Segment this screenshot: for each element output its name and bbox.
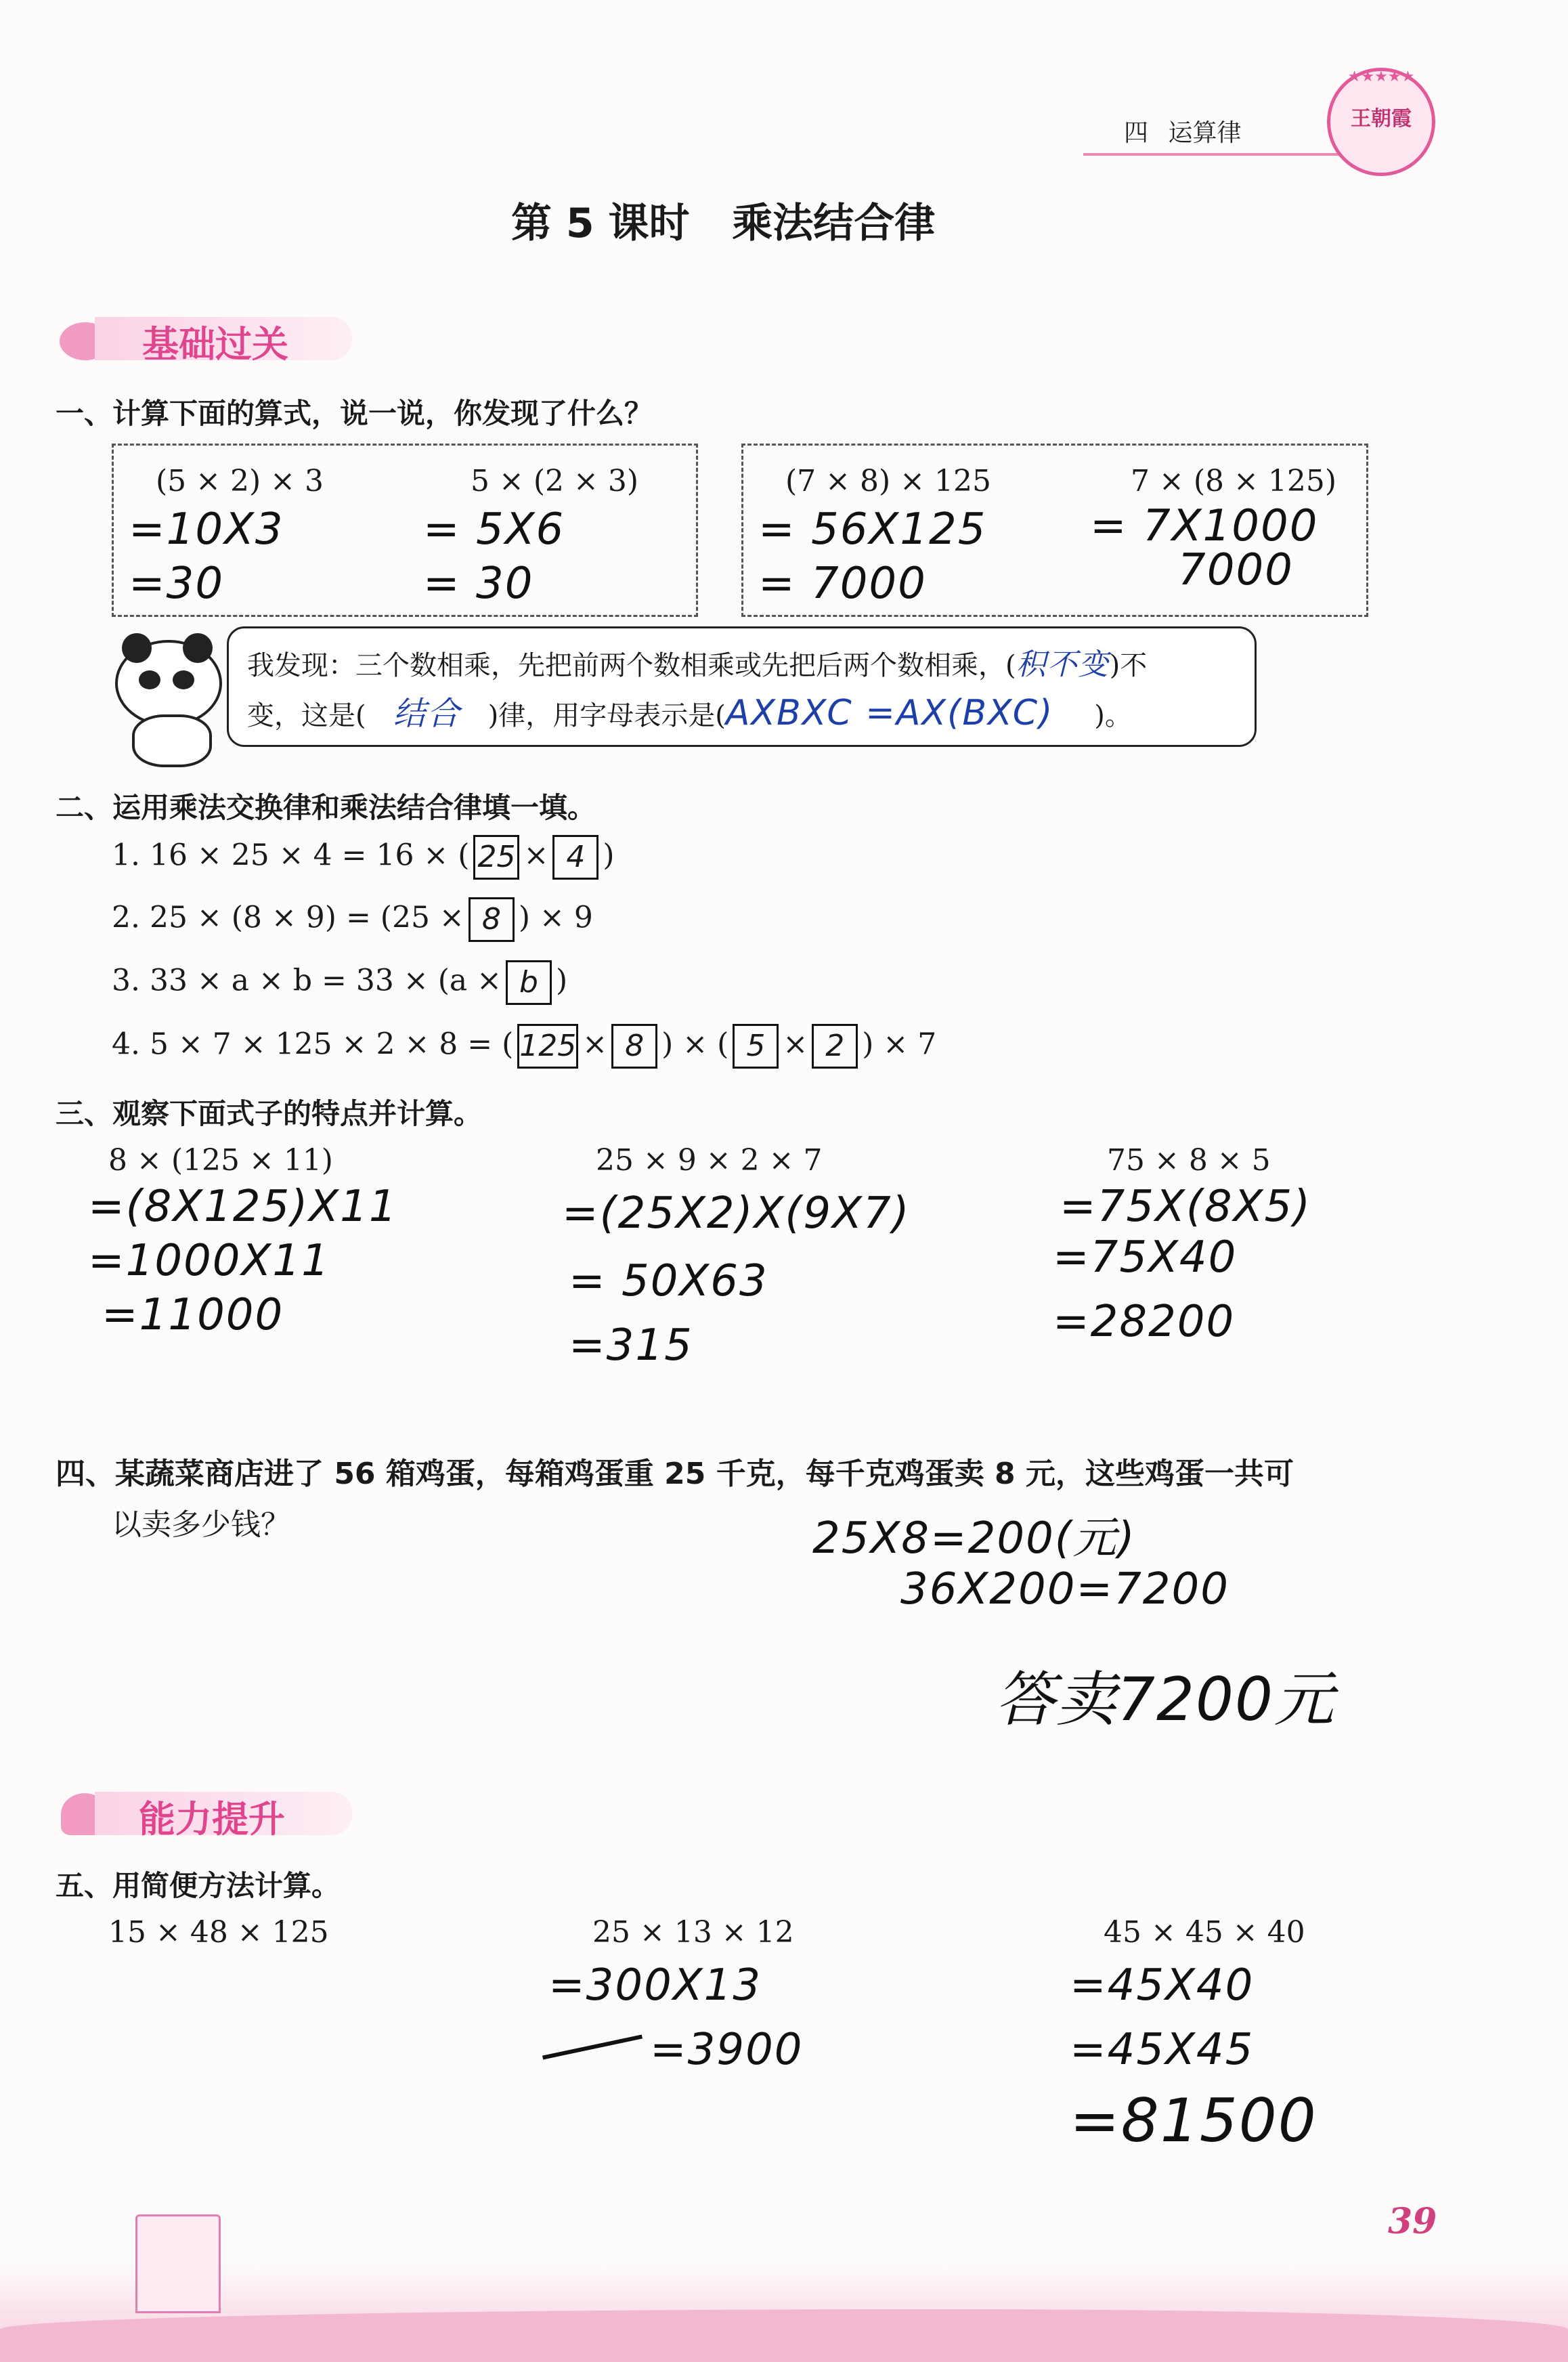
q1-answer-1-line1: =10X3 <box>129 504 284 555</box>
q3-work-3-line2: =75X40 <box>1053 1232 1238 1283</box>
q3-work-2-line2: = 50X63 <box>569 1256 768 1306</box>
badge-label-basic: 基础过关 <box>142 323 288 366</box>
q2-item-1-text: 1. 16 × 25 × 4 = 16 × ( <box>112 838 470 873</box>
q1-answer-1-line2: =30 <box>129 559 225 609</box>
discovery-line-2 <box>247 687 1132 734</box>
badge-label-advanced: 能力提升 <box>139 1798 285 1841</box>
q3-expr-2: 25 × 9 × 2 × 7 <box>596 1143 823 1178</box>
q1-expr-3: (7 × 8) × 125 <box>785 464 991 498</box>
q2-item-1-times: × <box>523 838 549 873</box>
discovery-text-2b: )律，用字母表示是( <box>487 700 726 731</box>
q2-item-3-end: ) <box>555 963 568 998</box>
q3-expr-1: 8 × (125 × 11) <box>108 1143 333 1178</box>
stars-icon: ★★★★★ <box>1347 68 1415 85</box>
q3-work-1-line2: =1000X11 <box>88 1236 330 1286</box>
q5-title: 五、用简便方法计算。 <box>56 1869 341 1902</box>
q4-title-line-2: 以卖多少钱？ <box>112 1507 290 1542</box>
q2-item-4-box-1[interactable]: 125 <box>517 1024 578 1069</box>
q1-title: 一、计算下面的算式，说一说，你发现了什么？ <box>56 397 653 430</box>
q2-item-4-paren: ) × ( <box>661 1027 729 1062</box>
q2-item-4-text: 4. 5 × 7 × 125 × 2 × 8 = ( <box>112 1027 514 1062</box>
q2-item-4-times-2: × <box>783 1027 808 1062</box>
q5-expr-1: 15 × 48 × 125 <box>108 1915 329 1950</box>
logo-text: 王朝霞 <box>1351 107 1412 131</box>
page-title: 第 5 课时 乘法结合律 <box>511 200 936 247</box>
q2-item-2-box-1[interactable]: 8 <box>469 897 515 942</box>
q4-work-line3: 答卖7200元 <box>995 1665 1335 1734</box>
q2-item-1-box-1[interactable]: 25 <box>473 835 519 880</box>
q5-work-2-line1: =300X13 <box>548 1960 762 2011</box>
q5-work-2-strike <box>542 2034 643 2059</box>
section-badge-advanced <box>54 1788 366 1842</box>
q1-expr-4: 7 × (8 × 125) <box>1131 464 1336 498</box>
q1-answer-3-line2: = 7000 <box>758 559 927 609</box>
q2-item-1 <box>112 835 615 880</box>
q2-item-2-text: 2. 25 × (8 × 9) = (25 × <box>112 900 464 935</box>
q3-work-3-line1: =75X(8X5) <box>1060 1182 1312 1232</box>
q2-item-1-box-2[interactable]: 4 <box>552 835 598 880</box>
q3-work-1-line1: =(8X125)X11 <box>88 1182 398 1232</box>
q1-answer-2-line2: = 30 <box>423 559 534 609</box>
q2-item-4-box-4[interactable]: 2 <box>812 1024 858 1069</box>
castle-icon <box>135 2214 221 2313</box>
q5-work-3-line2: =45X45 <box>1070 2025 1255 2075</box>
q1-expr-2: 5 × (2 × 3) <box>471 464 638 498</box>
discovery-fill-3: AXBXC =AX(BXC) <box>725 693 1054 733</box>
q2-title: 二、运用乘法交换律和乘法结合律填一填。 <box>56 791 596 824</box>
q2-item-4-times-1: × <box>582 1027 608 1062</box>
unit-label <box>1124 114 1241 148</box>
q3-expr-3: 75 × 8 × 5 <box>1107 1143 1271 1178</box>
q5-expr-3: 45 × 45 × 40 <box>1104 1915 1305 1950</box>
q2-item-4 <box>112 1024 936 1069</box>
q2-item-3 <box>112 960 567 1005</box>
q1-answer-2-line1: = 5X6 <box>423 504 565 555</box>
q2-item-1-end: ) <box>603 838 615 873</box>
unit-number: 四 <box>1124 119 1149 147</box>
discovery-line-1 <box>247 640 1147 683</box>
q1-answer-4-line2: 7000 <box>1178 545 1294 595</box>
q2-item-3-text: 3. 33 × a × b = 33 × (a × <box>112 963 502 998</box>
q4-title-line-1 <box>56 1449 1294 1493</box>
q5-work-2-line2: =3900 <box>650 2025 804 2075</box>
discovery-text-2c: )。 <box>1094 700 1132 731</box>
q2-item-4-box-2[interactable]: 8 <box>611 1024 657 1069</box>
page-number: 39 <box>1388 2201 1437 2242</box>
discovery-text-2a: 变，这是( <box>247 700 366 731</box>
q3-work-3-line3: =28200 <box>1053 1297 1236 1347</box>
q4-work-line1: 25X8=200(元) <box>812 1513 1136 1564</box>
q3-title: 三、观察下面式子的特点并计算。 <box>56 1097 483 1130</box>
q1-answer-3-line1: = 56X125 <box>758 504 987 555</box>
q5-expr-2: 25 × 13 × 12 <box>592 1915 794 1950</box>
q2-item-3-box-1[interactable]: b <box>506 960 552 1005</box>
q3-work-1-line3: =11000 <box>102 1290 284 1340</box>
q5-work-3-line3: =81500 <box>1070 2086 1317 2155</box>
panda-mascot-icon <box>102 633 230 762</box>
discovery-fill-2: 结合 <box>393 695 461 733</box>
q3-work-2-line1: =(25X2)X(9X7) <box>562 1188 911 1239</box>
q2-item-2-end: ) × 9 <box>518 900 593 935</box>
discovery-fill-1: 积不变 <box>1016 647 1110 682</box>
section-badge-basic <box>54 313 366 367</box>
discovery-text-1: 我发现：三个数相乘，先把前两个数相乘或先把后两个数相乘，( <box>247 650 1016 681</box>
q2-item-4-box-3[interactable]: 5 <box>733 1024 779 1069</box>
q4-work-line2: 36X200=7200 <box>900 1564 1229 1614</box>
footer-stripe <box>0 2309 1568 2362</box>
q5-work-3-line1: =45X40 <box>1070 1960 1255 2011</box>
q2-item-4-end: ) × 7 <box>862 1027 937 1062</box>
unit-title: 运算律 <box>1168 119 1242 147</box>
discovery-text-1-end: )不 <box>1109 650 1148 681</box>
logo-seal <box>1327 68 1435 176</box>
q2-item-2 <box>112 897 593 942</box>
q3-work-2-line3: =315 <box>569 1320 693 1371</box>
q1-answer-4-line1: = 7X1000 <box>1090 501 1319 551</box>
q4-title: 四、某蔬菜商店进了 56 箱鸡蛋，每箱鸡蛋重 25 千克，每千克鸡蛋卖 8 元，这些鸡蛋一共可 <box>56 1457 1294 1491</box>
q1-expr-1: (5 × 2) × 3 <box>156 464 324 498</box>
